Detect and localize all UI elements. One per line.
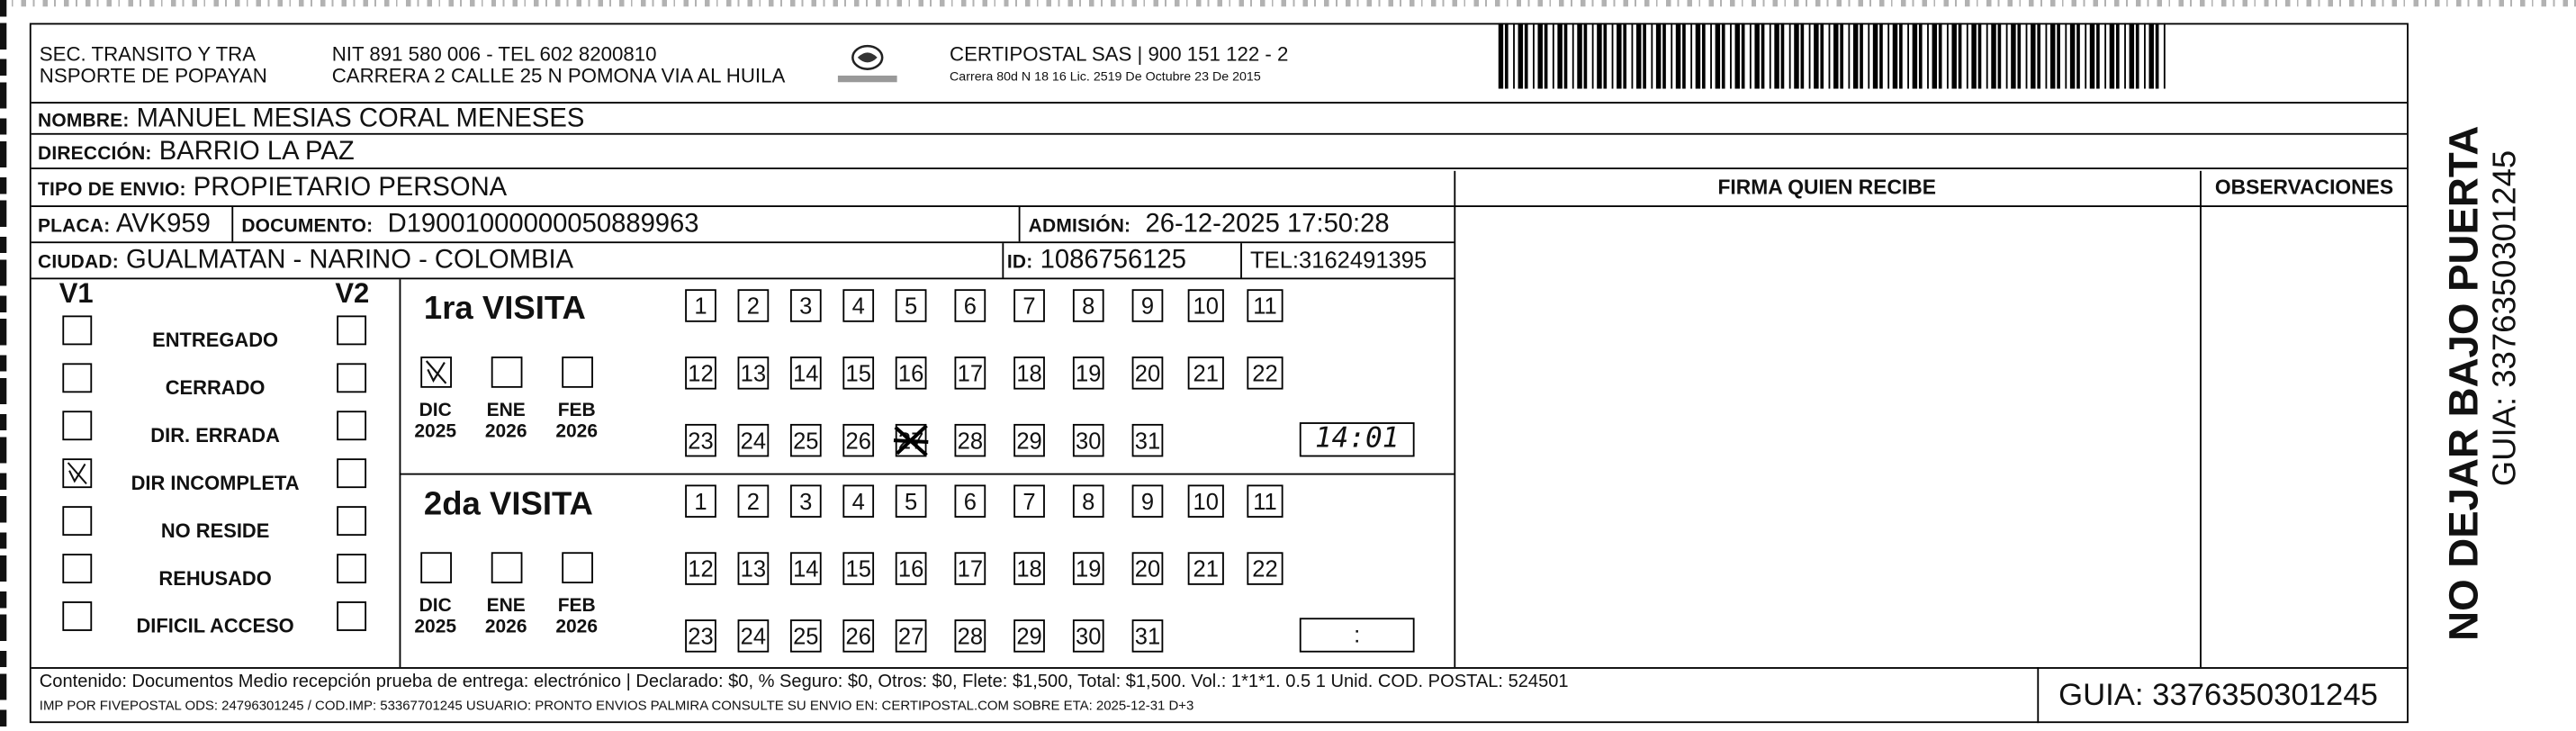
day-box[interactable]: 1 bbox=[685, 289, 716, 322]
day-box[interactable]: 25 bbox=[790, 424, 822, 457]
day-box[interactable]: 3 bbox=[790, 484, 822, 518]
nombre-label: NOMBRE: bbox=[37, 112, 130, 132]
day-box[interactable]: 11 bbox=[1247, 289, 1283, 322]
org-line-1: SEC. TRANSITO Y TRA bbox=[39, 42, 257, 67]
day-box[interactable]: 29 bbox=[1013, 424, 1045, 457]
row-placa bbox=[32, 207, 1455, 243]
side-guia: GUIA: 3376350301245 bbox=[2487, 149, 2524, 487]
status-option-label: ENTREGADO bbox=[152, 329, 279, 352]
day-box[interactable]: 14 bbox=[790, 552, 822, 585]
day-box[interactable]: 13 bbox=[738, 356, 770, 390]
observaciones-area[interactable] bbox=[2202, 207, 2407, 667]
nit-line-1: NIT 891 580 006 - TEL 602 8200810 bbox=[331, 42, 657, 67]
tel-label: TEL: bbox=[1250, 246, 1300, 273]
carrier-line-2: Carrera 80d N 18 16 Lic. 2519 De Octubre 23 De 2015 bbox=[950, 68, 1261, 85]
month-label: ENE 2026 bbox=[484, 596, 527, 638]
v1-checkbox[interactable] bbox=[62, 601, 92, 631]
month-checkbox[interactable] bbox=[420, 356, 452, 388]
day-box[interactable]: 5 bbox=[896, 484, 927, 518]
day-box[interactable]: 26 bbox=[842, 424, 874, 457]
firma-header: FIRMA QUIEN RECIBE bbox=[1717, 176, 1937, 199]
time-box[interactable]: : bbox=[1300, 618, 1415, 652]
day-box[interactable]: 19 bbox=[1073, 356, 1104, 390]
day-box[interactable]: 23 bbox=[685, 424, 716, 457]
placa-value: AVK959 bbox=[115, 210, 211, 239]
direccion-value: BARRIO LA PAZ bbox=[158, 138, 355, 167]
day-box[interactable]: 9 bbox=[1132, 484, 1164, 518]
day-box[interactable]: 4 bbox=[842, 484, 874, 518]
day-box[interactable]: 15 bbox=[842, 356, 874, 390]
day-box[interactable]: 20 bbox=[1132, 552, 1164, 585]
documento-value: D19001000000050889963 bbox=[387, 210, 699, 239]
day-box[interactable]: 12 bbox=[685, 552, 716, 585]
ciudad-value: GUALMATAN - NARINO - COLOMBIA bbox=[126, 246, 574, 275]
month-checkbox[interactable] bbox=[420, 552, 452, 583]
day-box[interactable]: 1 bbox=[685, 484, 716, 518]
row-ciudad bbox=[32, 243, 1455, 279]
v1-checkbox[interactable] bbox=[62, 554, 92, 583]
day-box[interactable]: 16 bbox=[896, 356, 927, 390]
day-box[interactable]: 27 bbox=[896, 619, 927, 653]
v2-header: V2 bbox=[335, 277, 370, 310]
day-box[interactable]: 29 bbox=[1013, 619, 1045, 653]
v2-checkbox[interactable] bbox=[337, 411, 366, 440]
v1-checkbox[interactable] bbox=[62, 506, 92, 536]
day-box[interactable]: 7 bbox=[1013, 289, 1045, 322]
day-box[interactable]: 10 bbox=[1188, 289, 1224, 322]
day-box[interactable]: 28 bbox=[954, 424, 986, 457]
day-box[interactable]: 8 bbox=[1073, 484, 1104, 518]
day-box[interactable]: 19 bbox=[1073, 552, 1104, 585]
month-checkbox[interactable] bbox=[491, 552, 523, 583]
day-box[interactable]: 17 bbox=[954, 356, 986, 390]
day-box[interactable]: 17 bbox=[954, 552, 986, 585]
month-label: FEB 2026 bbox=[555, 596, 599, 638]
day-box[interactable]: 20 bbox=[1132, 356, 1164, 390]
direccion-label: DIRECCIÓN: bbox=[37, 144, 152, 165]
documento-label: DOCUMENTO: bbox=[241, 216, 374, 237]
status-option-label: CERRADO bbox=[165, 375, 266, 400]
day-box[interactable]: 15 bbox=[842, 552, 874, 585]
status-option-label: DIR INCOMPLETA bbox=[131, 471, 300, 495]
month-label: ENE 2026 bbox=[484, 401, 527, 443]
ciudad-label: CIUDAD: bbox=[37, 253, 119, 273]
day-box[interactable]: 30 bbox=[1073, 424, 1104, 457]
observaciones-header: OBSERVACIONES bbox=[2214, 176, 2394, 199]
day-box[interactable]: 31 bbox=[1132, 424, 1164, 457]
footer-imp: IMP POR FIVEPOSTAL ODS: 24796301245 / COD.IMP: 53367701245 USUARIO: PRONTO ENVIOS PALMIRA CONSULTE SU ENVIO EN: CERTIPOSTAL.COM SOBRE ETA: 2025-12-31 D+3 bbox=[39, 698, 1194, 714]
tel-value: 3162491395 bbox=[1299, 246, 1428, 273]
day-box[interactable]: 16 bbox=[896, 552, 927, 585]
v2-checkbox[interactable] bbox=[337, 315, 366, 345]
id-label: ID: bbox=[1006, 253, 1033, 273]
org-line-2: NSPORTE DE POPAYAN bbox=[39, 64, 267, 87]
day-box[interactable]: 12 bbox=[685, 356, 716, 390]
nit-line-2: CARRERA 2 CALLE 25 N POMONA VIA AL HUILA bbox=[331, 64, 786, 87]
day-box[interactable]: 18 bbox=[1013, 356, 1045, 390]
scan-artifact-left bbox=[0, 0, 6, 731]
v2-checkbox[interactable] bbox=[337, 506, 366, 536]
id-value: 1086756125 bbox=[1040, 246, 1187, 275]
day-box[interactable]: 31 bbox=[1132, 619, 1164, 653]
day-box[interactable]: 18 bbox=[1013, 552, 1045, 585]
day-box[interactable]: 21 bbox=[1188, 356, 1224, 390]
v1-checkbox[interactable] bbox=[62, 411, 92, 440]
visit-title: 1ra VISITA bbox=[423, 291, 586, 328]
nombre-value: MANUEL MESIAS CORAL MENESES bbox=[136, 104, 585, 133]
day-box[interactable]: 8 bbox=[1073, 289, 1104, 322]
day-box[interactable]: 3 bbox=[790, 289, 822, 322]
status-option-label: DIFICIL ACCESO bbox=[136, 614, 294, 638]
placa-label: PLACA: bbox=[37, 216, 111, 237]
day-box[interactable]: 27 bbox=[896, 424, 927, 457]
day-box[interactable]: 7 bbox=[1013, 484, 1045, 518]
footer-content: Contenido: Documentos Medio recepción prueba de entrega: electrónico | Declarado: $0, % Seguro: $0, Otros: $0, Flete: $1,500, Total: $1,500. Vol.: 1*1*1. 0.5 1 Unid. COD. POSTAL: 524501 bbox=[39, 672, 1569, 692]
day-box[interactable]: 9 bbox=[1132, 289, 1164, 322]
side-warning: NO DEJAR BAJO PUERTA bbox=[2441, 125, 2488, 641]
row-tipo bbox=[32, 171, 1455, 207]
row-direccion bbox=[32, 136, 2407, 169]
month-checkbox[interactable] bbox=[562, 552, 593, 583]
tipo-label: TIPO DE ENVIO: bbox=[37, 180, 186, 201]
carrier-line-1: CERTIPOSTAL SAS | 900 151 122 - 2 bbox=[950, 42, 1289, 67]
day-box[interactable]: 24 bbox=[738, 424, 770, 457]
month-checkbox[interactable] bbox=[491, 356, 523, 388]
v1-header: V1 bbox=[59, 277, 94, 310]
status-option-label: REHUSADO bbox=[158, 566, 272, 591]
day-box[interactable]: 2 bbox=[738, 289, 770, 322]
day-box[interactable]: 22 bbox=[1247, 552, 1283, 585]
admision-label: ADMISIÓN: bbox=[1028, 216, 1131, 237]
status-option-label: NO RESIDE bbox=[160, 519, 270, 543]
day-box[interactable]: 24 bbox=[738, 619, 770, 653]
day-box[interactable]: 14 bbox=[790, 356, 822, 390]
footer-guia: GUIA: 3376350301245 bbox=[2058, 678, 2378, 714]
firma-area[interactable] bbox=[1455, 207, 2200, 667]
day-box[interactable]: 4 bbox=[842, 289, 874, 322]
tipo-value: PROPIETARIO PERSONA bbox=[193, 174, 508, 203]
v1-checkbox[interactable] bbox=[62, 458, 92, 488]
v2-checkbox[interactable] bbox=[337, 601, 366, 631]
month-checkbox[interactable] bbox=[562, 356, 593, 388]
day-box[interactable]: 6 bbox=[954, 484, 986, 518]
time-box[interactable]: 14:01 bbox=[1300, 422, 1415, 456]
day-box[interactable]: 10 bbox=[1188, 484, 1224, 518]
v2-checkbox[interactable] bbox=[337, 458, 366, 488]
month-label: DIC 2025 bbox=[414, 596, 457, 638]
v2-checkbox[interactable] bbox=[337, 363, 366, 393]
month-label: DIC 2025 bbox=[414, 401, 457, 443]
day-box[interactable]: 23 bbox=[685, 619, 716, 653]
day-box[interactable]: 25 bbox=[790, 619, 822, 653]
day-box[interactable]: 6 bbox=[954, 289, 986, 322]
day-box[interactable]: 21 bbox=[1188, 552, 1224, 585]
scan-artifact-top bbox=[0, 0, 2576, 6]
side-text bbox=[2425, 66, 2572, 657]
admision-value: 26-12-2025 17:50:28 bbox=[1145, 210, 1390, 239]
day-box[interactable]: 22 bbox=[1247, 356, 1283, 390]
day-box[interactable]: 26 bbox=[842, 619, 874, 653]
day-box[interactable]: 5 bbox=[896, 289, 927, 322]
v1-checkbox[interactable] bbox=[62, 363, 92, 393]
row-nombre bbox=[32, 102, 2407, 135]
v2-checkbox[interactable] bbox=[337, 554, 366, 583]
day-box[interactable]: 13 bbox=[738, 552, 770, 585]
status-option-label: DIR. ERRADA bbox=[150, 423, 280, 447]
day-box[interactable]: 28 bbox=[954, 619, 986, 653]
day-box[interactable]: 2 bbox=[738, 484, 770, 518]
visit-title: 2da VISITA bbox=[423, 486, 593, 523]
month-label: FEB 2026 bbox=[555, 401, 599, 443]
day-box[interactable]: 30 bbox=[1073, 619, 1104, 653]
day-box[interactable]: 11 bbox=[1247, 484, 1283, 518]
v1-checkbox[interactable] bbox=[62, 315, 92, 345]
